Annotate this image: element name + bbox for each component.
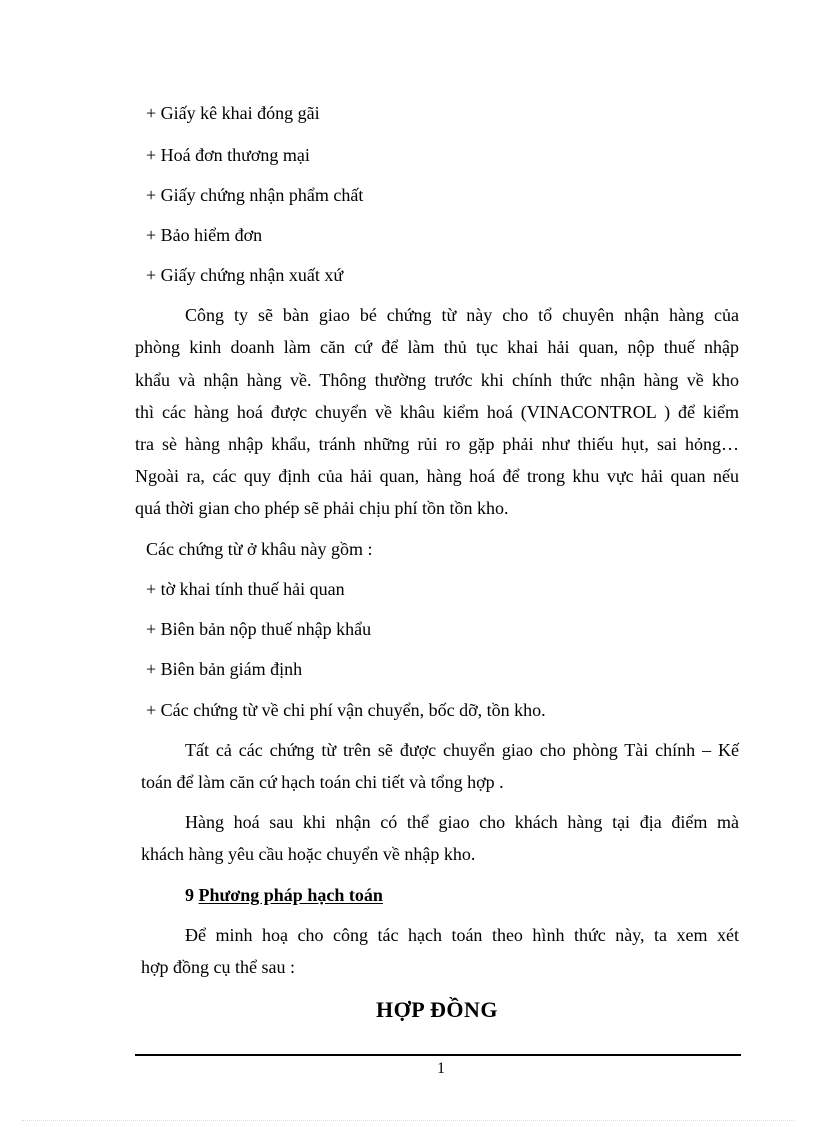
page-number: 1: [437, 1060, 445, 1077]
list-2-intro: Các chứng từ ở khâu này gồm :: [146, 539, 373, 559]
paragraph-1-line-4: thì các hàng hoá được chuyển về khâu kiểm hoá (VINACONTROL ) để kiểm: [135, 402, 739, 422]
paragraph-1-line-5: tra sè hàng nhập khẩu, tránh những rủi ro gặp phải như thiếu hụt, sai hỏng…: [135, 434, 739, 454]
section-heading: [185, 886, 383, 904]
paragraph-2-line-2: toán để làm căn cứ hạch toán chi tiết và tổng hợp .: [141, 772, 504, 792]
paragraph-4-line-1: Để minh hoạ cho công tác hạch toán theo hình thức này, ta xem xét: [185, 925, 739, 945]
paragraph-1-line-3: khẩu và nhận hàng về. Thông thường trước khi chính thức nhận hàng về kho: [135, 370, 739, 390]
section-heading-label: Phương pháp hạch toán: [198, 885, 383, 905]
list-item-import-tax-record: + Biên bản nộp thuế nhập khẩu: [146, 619, 372, 639]
paragraph-2-line-1: Tất cả các chứng từ trên sẽ được chuyển giao cho phòng Tài chính – Kế: [185, 740, 739, 760]
contract-title: HỢP ĐỒNG: [376, 997, 498, 1022]
footer-rule: [135, 1054, 741, 1056]
paragraph-1-line-2: phòng kinh doanh làm căn cứ để làm thủ tục khai hải quan, nộp thuế nhập: [135, 337, 739, 357]
list-item-shipping-cost-docs: + Các chứng từ về chi phí vận chuyển, bốc dỡ, tồn kho.: [146, 700, 546, 720]
paragraph-1-line-6: Ngoài ra, các quy định của hải quan, hàng hoá để trong khu vực hải quan nếu: [135, 466, 739, 486]
section-heading-marker: 9: [185, 885, 194, 905]
list-item-quality-certificate: + Giấy chứng nhận phẩm chất: [146, 185, 364, 205]
list-item-packing-list: + Giấy kê khai đóng gãi: [146, 103, 320, 123]
list-item-tax-declaration: + tờ khai tính thuế hải quan: [146, 579, 345, 599]
list-item-insurance-policy: + Bảo hiểm đơn: [146, 225, 263, 245]
page-bottom-dotted-border: [22, 1120, 794, 1121]
paragraph-1-line-7: quá thời gian cho phép sẽ phải chịu phí tồn tồn kho.: [135, 498, 509, 518]
paragraph-3-line-2: khách hàng yêu cầu hoặc chuyển về nhập kho.: [141, 844, 476, 864]
list-item-inspection-record: + Biên bản giám định: [146, 659, 303, 679]
paragraph-1-line-1: Công ty sẽ bàn giao bé chứng từ này cho tổ chuyên nhận hàng của: [185, 305, 739, 325]
paragraph-3-line-1: Hàng hoá sau khi nhận có thể giao cho khách hàng tại địa điểm mà: [185, 812, 739, 832]
paragraph-4-line-2: hợp đồng cụ thể sau :: [141, 957, 295, 977]
list-item-commercial-invoice: + Hoá đơn thương mại: [146, 145, 310, 165]
list-item-certificate-of-origin: + Giấy chứng nhận xuất xứ: [146, 265, 344, 285]
